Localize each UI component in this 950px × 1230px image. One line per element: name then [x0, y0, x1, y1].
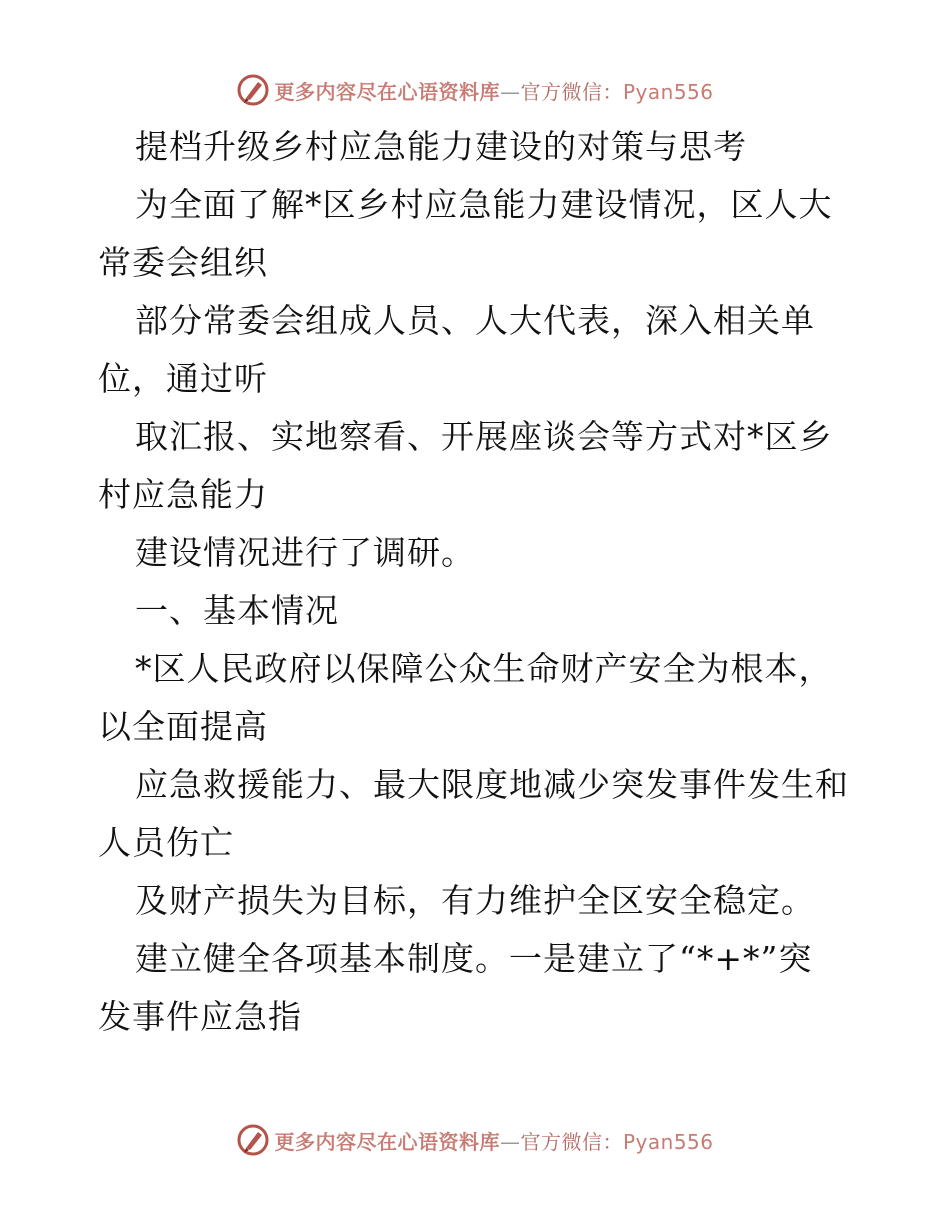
text-line: 发事件应急指 [98, 997, 302, 1036]
text-line: 及财产损失为目标，有力维护全区安全稳定。 [135, 881, 815, 920]
pen-logo-icon [236, 73, 270, 107]
footer-watermark [0, 1120, 950, 1160]
text-line: 取汇报、实地察看、开展座谈会等方式对*区乡 [135, 417, 833, 456]
header-watermark [0, 70, 950, 110]
text-line: 常委会组织 [98, 243, 268, 282]
text-line: 建设情况进行了调研。 [135, 533, 475, 572]
pen-logo-icon [236, 1123, 270, 1157]
text-line: 应急救援能力、最大限度地减少突发事件发生和 [135, 765, 849, 804]
text-line: 部分常委会组成人员、人大代表，深入相关单 [135, 301, 815, 340]
text-line: 村应急能力 [98, 475, 268, 514]
watermark-text: 更多内容尽在心语资料库—官方微信：Pyan556 [274, 1129, 714, 1154]
text-line: *区人民政府以保障公众生命财产安全为根本， [135, 649, 833, 688]
document-body [98, 118, 898, 1046]
watermark-text: 更多内容尽在心语资料库—官方微信：Pyan556 [274, 79, 714, 104]
text-line: 一、基本情况 [135, 591, 339, 630]
text-line: 以全面提高 [98, 707, 268, 746]
text-line: 为全面了解*区乡村应急能力建设情况，区人大 [135, 185, 833, 224]
text-line: 位，通过听 [98, 359, 268, 398]
text-line: 人员伤亡 [98, 823, 234, 862]
text-line: 提档升级乡村应急能力建设的对策与思考 [135, 127, 747, 166]
text-line: 建立健全各项基本制度。一是建立了“*+*”突 [135, 939, 813, 978]
